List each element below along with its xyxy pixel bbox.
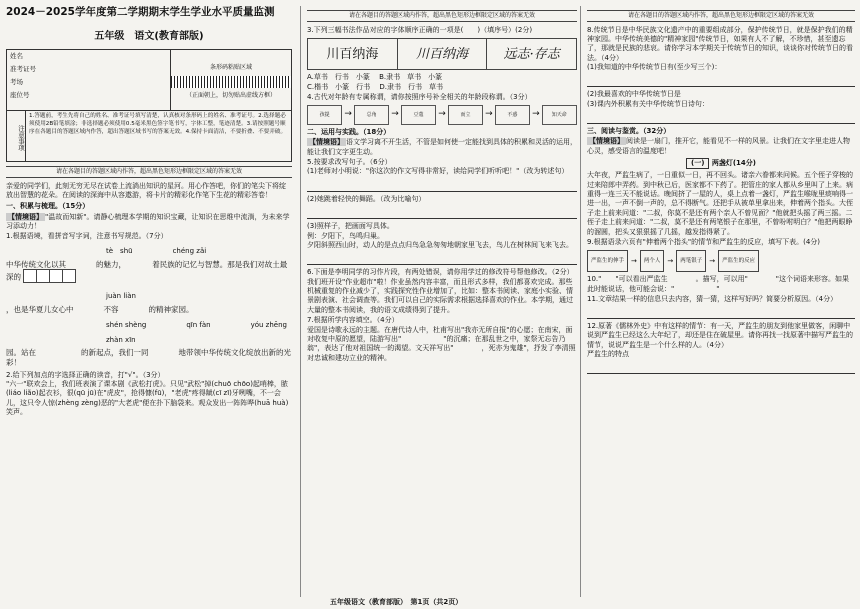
diagram-node[interactable]: 两个人 [640,250,665,272]
pinyin: qīn fàn [186,320,211,329]
option[interactable]: B.隶书 草书 小篆 [379,73,443,82]
pinyin: tè shū [106,247,133,256]
tip-tag: 【情境语】 [309,138,344,147]
question-7-text: 爱国是诗歌永远的主题。在唐代诗人中，杜甫写出"我亦无所自报"的心愿；在南宋，面对收复中原的愿望，陆游写出" "的沉痛；在那乱世之中，家祭无忘告乃翁"，表达了他对祖国统一的渴望。文天祥写出" ，死亦为鬼雄"，抒发了李清照对忠诚和建功立业的精神。 [307,325,576,362]
section-1-heading: 一、积累与梳理。（15分） [6,202,90,211]
sentence-3: 园。站在 的新起点，我们一同 地带领中华传统文化绽放出新的光彩！ [6,347,291,367]
age-timeline [307,105,577,125]
age-stage: 孩提 [307,105,342,125]
tip-text: 语文学习离不开生活，不管是如何使一定能找到具体的积累和灵活的运用，能让我们文字更生动。 [307,138,577,156]
exam-title: 2024－2025学年度第二学期期末学生学业水平质量监测 [6,6,275,18]
q5b: (2)她跳着轻快的舞蹈。（改为比喻句） [307,194,426,203]
calligraphy-1: 川百纳海 [308,39,398,69]
question-2-text: "六一"联欢会上，我们班表演了课本剧《武松打虎》。只见"武松"掉(chuō chōo)起哨棒，脓(liáo lião)起衣衫，很(qū jū)在"虎皮"，抢得慷(fū)，"老虎"疼得龇(cī zī)牙咧嘴，不一会儿，这只令人惊(zhèng zèng)恶的"大老虎"便在扑下脑袋来。观众发出一阵阵哗(huā huà)笑声。 [6,379,289,417]
tip-tag: 【情境语】 [8,212,43,221]
question-2: 2.给下列加点的字选择正确的读音，打"√"。（3分） [6,370,165,379]
pinyin: yóu zhēng [250,320,287,329]
arrow-icon: → [709,256,716,265]
arrow-icon: → [344,109,352,120]
section-2-heading: 二、运用与实践。（18分） [307,128,391,137]
answer-grid[interactable] [23,269,75,286]
field-room[interactable]: 考场 [10,78,23,87]
diagram-node: 严监生的伸手 [587,250,628,272]
option[interactable]: D.隶书 行书 草书 [379,82,443,91]
question-5: 5.按要求改写句子。（6分） [307,157,392,166]
sentence-2: ，也是华夏儿女心中 不容 的精神家园。 [6,304,194,314]
passage-tag: (一) [686,158,709,169]
question-9: 9.根据语录六页有"伸着两个指头"的情节和严监生的反应，填写下表。(4分) [587,238,821,247]
answer-notice: 请在各题目的答题区域内作答，超出黑色矩形边框限定区域的答案无效 [587,10,855,22]
question-1: 1.根据语境，看拼音写字词，注意书写规范。（7分） [6,232,168,241]
tip-3 [587,137,855,155]
column-left [6,6,292,597]
answer-line[interactable] [307,207,577,219]
age-stage: 总角 [354,105,389,125]
tip-text: 阅读是一扇门，推开它，能看见不一样的风景。让我们在文字里走进人物心灵，感受语言的温度吧！ [587,137,850,155]
q5a: (1)老师对小明说："你这次的作文写得非常好，读给同学们听听吧！"（改为转述句） [307,167,569,176]
passage-text: 大年夜，严监生病了，一日重似一日，再不回头。诸亲六眷都来问候。五个侄子穿梭的过来陪郎中弄药。到中秋已后，医家都不下药了。把管庄的家人都从乡里叫了上来。病重得一连三天不能说话。晚间挤了一屋的人，桌上点着一盏灯，严监生喉咙里痰响得一进一出，一声不倒一声的，总不得断气。还把手从被单里拿出来，伸着两个指头。大侄子走上前来问道："二叔，你莫不是还有两个亲人不曾见面？"他就把头摇了两三摇。二侄子走上前来问道："二叔，莫不是还有两笔银子在那里，不曾吩咐明白？"他把两眼睁的溜圆，把头又狠狠摇了几摇，越发指得紧了。 [587,171,853,236]
student-id-box [6,49,292,111]
rules-text: 1.答题前，考生先将自己的姓名、准考证号填写清楚，认真核对条形码上的姓名、准考证号。2.选择题必须使用2B铅笔填涂；非选择题必须使用0.5毫米黑色签字笔书写，字体工整，笔迹清楚。3.请按照题号顺序在各题目的答题区域内作答，超出答题区域书写的答案无效。4.保持卡面清洁，不要折叠、不要弄破。 [29,113,287,135]
passage-title-text: 两盏灯(14分) [711,158,756,167]
barcode-area [171,50,291,110]
age-stage: 知天命 [542,105,577,125]
tip-text: "温故而知新"。请静心梳理本学期的知识宝藏，让知识在思维中流淌，为未来学习添动力！ [6,212,290,230]
pinyin: shén shèng [106,320,147,329]
question-4: 4.古代对年龄有专属称谓，请你按照序号补全相关的年龄段称谓。（3分） [307,93,532,102]
answer-notice: 请在各题目的答题区域内作答，超出黑色矩形边框限定区域的答案无效 [6,166,292,178]
q8a: (1)我知道的中华传统节日有(至少写三个)： [587,62,722,71]
id-fields [7,50,171,110]
arrow-icon: → [631,256,637,265]
column-right [580,6,855,597]
sentence-1 [6,260,292,287]
question-12: 12.原著《儒林外史》中有这样的情节：有一天，严监生的朋友到他家里做客，闲聊中说到严监生已经这么大年纪了，却还是住在破屋里。请你再找一找原著中描写严监生的情节，说说严监生是一个什么样的人。（4分） [587,322,853,349]
pinyin: chéng zǎi [172,247,207,256]
tip-2 [307,138,577,156]
rules-label: 注意事项 [7,111,26,161]
tip-tag: 【情境语】 [589,137,624,146]
age-stage: 不惑 [495,105,530,125]
q8b: (2)我最喜欢的中华传统节日是 [587,90,681,99]
age-stage: 豆蔻 [401,105,436,125]
passage-title [587,158,855,169]
answer-line[interactable] [587,307,855,319]
option[interactable]: A.草书 行书 小篆 [307,73,370,82]
calligraphy-3: 远志·存志 [503,46,560,62]
tip-1 [6,213,292,231]
age-stage: 而立 [448,105,483,125]
answer-line[interactable] [587,75,855,87]
q5c-example: 例：夕阳下，鸟鸣归巢。 [307,231,384,240]
answer-line[interactable] [307,253,577,265]
question-3: 3.下列三幅书法作品对应的字体顺序正确的一项是( )（填序号）(2分) [307,25,533,34]
barcode-icon [171,76,291,88]
q3-options [307,73,577,92]
pinyin: juàn liàn [106,292,136,301]
arrow-icon: → [485,109,493,120]
exam-rules [6,111,292,162]
arrow-icon: → [438,109,446,120]
edition-label: 五年级 语文(教育部版) [94,30,204,42]
answer-line[interactable] [307,180,577,192]
answer-notice: 请在各题目的答题区域内作答，超出黑色矩形边框限定区域的答案无效 [307,10,577,22]
answer-line[interactable] [587,362,855,374]
sentence-text: 中华传统文化以其 的魅力， 着民族的记忆与智慧。那是我们对故土最深的 [6,259,288,282]
barcode-note: （正面朝上，切勿贴出虚线方框） [185,91,276,99]
question-8: 8.传统节日是中华民族文化遗产中的重要组成部分，保护传统节日，就是保护我们的精神家园。中华传统美德的"精神家园"传统节日，如果有人不了解，不珍惜，甚至遗忘了，那就是民族的悲哀。请你学习本学期关于传统节日的知识，谈谈你对传统节日的看法。（4分） [587,25,853,62]
page-footer: 五年级语文（教育部版） 第1页（共2页） [330,598,463,606]
q5c-example-2: 夕阳斜照西山时，动人的是点点归鸟急急匆匆地朝家里飞去，鸟儿在树林间飞来飞去。 [307,240,573,249]
arrow-icon: → [391,109,399,120]
column-middle [300,6,577,597]
field-ticket[interactable]: 准考证号 [10,65,36,74]
question-11: 11.文章结果一样的信息只去内容，猜一猜，这样写好吗？简要分析原因。（4分） [587,294,838,303]
option[interactable]: C.楷书 小篆 行书 [307,82,371,91]
arrow-icon: → [667,256,674,265]
barcode-label: 条形码粘贴区域 [209,64,252,72]
question-7: 7.根据所学内容填空。（4分） [307,316,399,325]
question-6: 6.下面是李明同学的习作片段，有两处错误，请你用学过的修改符号帮他修改。（2分） [307,268,574,277]
question-6-text: 我们班开设"作业超市"啦！作业虽然内容丰富，而且形式多样，我们都喜欢完成。那些机械重复的作业减少了，实践探究性作业增加了，比如：整本书阅读、家庭小实验、情景剧表演、社会调查等。我们可以自己的实际需求根据选择喜欢的作业。本学期，通过大量的整本书阅读，我的语文成绩得到了提升。 [307,277,573,314]
pinyin-row-3 [6,321,292,330]
calligraphy-2: 川百纳海 [398,39,488,69]
calligraphy-samples [307,38,577,70]
pinyin-row-1 [6,247,292,256]
diagram-node: 严监生的反应 [718,250,759,272]
q12-blank: 严监生的特点 [587,349,629,358]
pinyin-row-2 [6,292,292,301]
intro-paragraph: 亲爱的同学们，此刻无穷无尽在试卷上流淌出知识的星河。用心作答吧，你们的笔尖下将绽放出智慧的花朵。在阅读的深海中从容遨游，将卡片的精彩化作笔下生花的精彩答卷！ [6,181,286,200]
diagram-node[interactable]: 两笔银子 [676,250,706,272]
field-name[interactable]: 姓名 [10,52,23,61]
pinyin: zhàn xīn [106,335,136,344]
pinyin-row-4 [6,336,292,345]
question-10: 10." "可以看出严监生 。描写，可以用" "这个词语来形容。如果此时能说话，他可能会说：" " [587,275,850,293]
q8c: (3)课内外积累有关中华传统节日诗句： [587,99,709,108]
arrow-icon: → [532,109,540,120]
q9-diagram [587,250,855,272]
answer-line[interactable] [587,112,855,124]
field-seat[interactable]: 座位号 [10,91,30,100]
section-3-heading: 三、阅读与鉴赏。（32分） [587,127,671,136]
q5c: (3)照样子，把画面写具体。 [307,222,394,231]
